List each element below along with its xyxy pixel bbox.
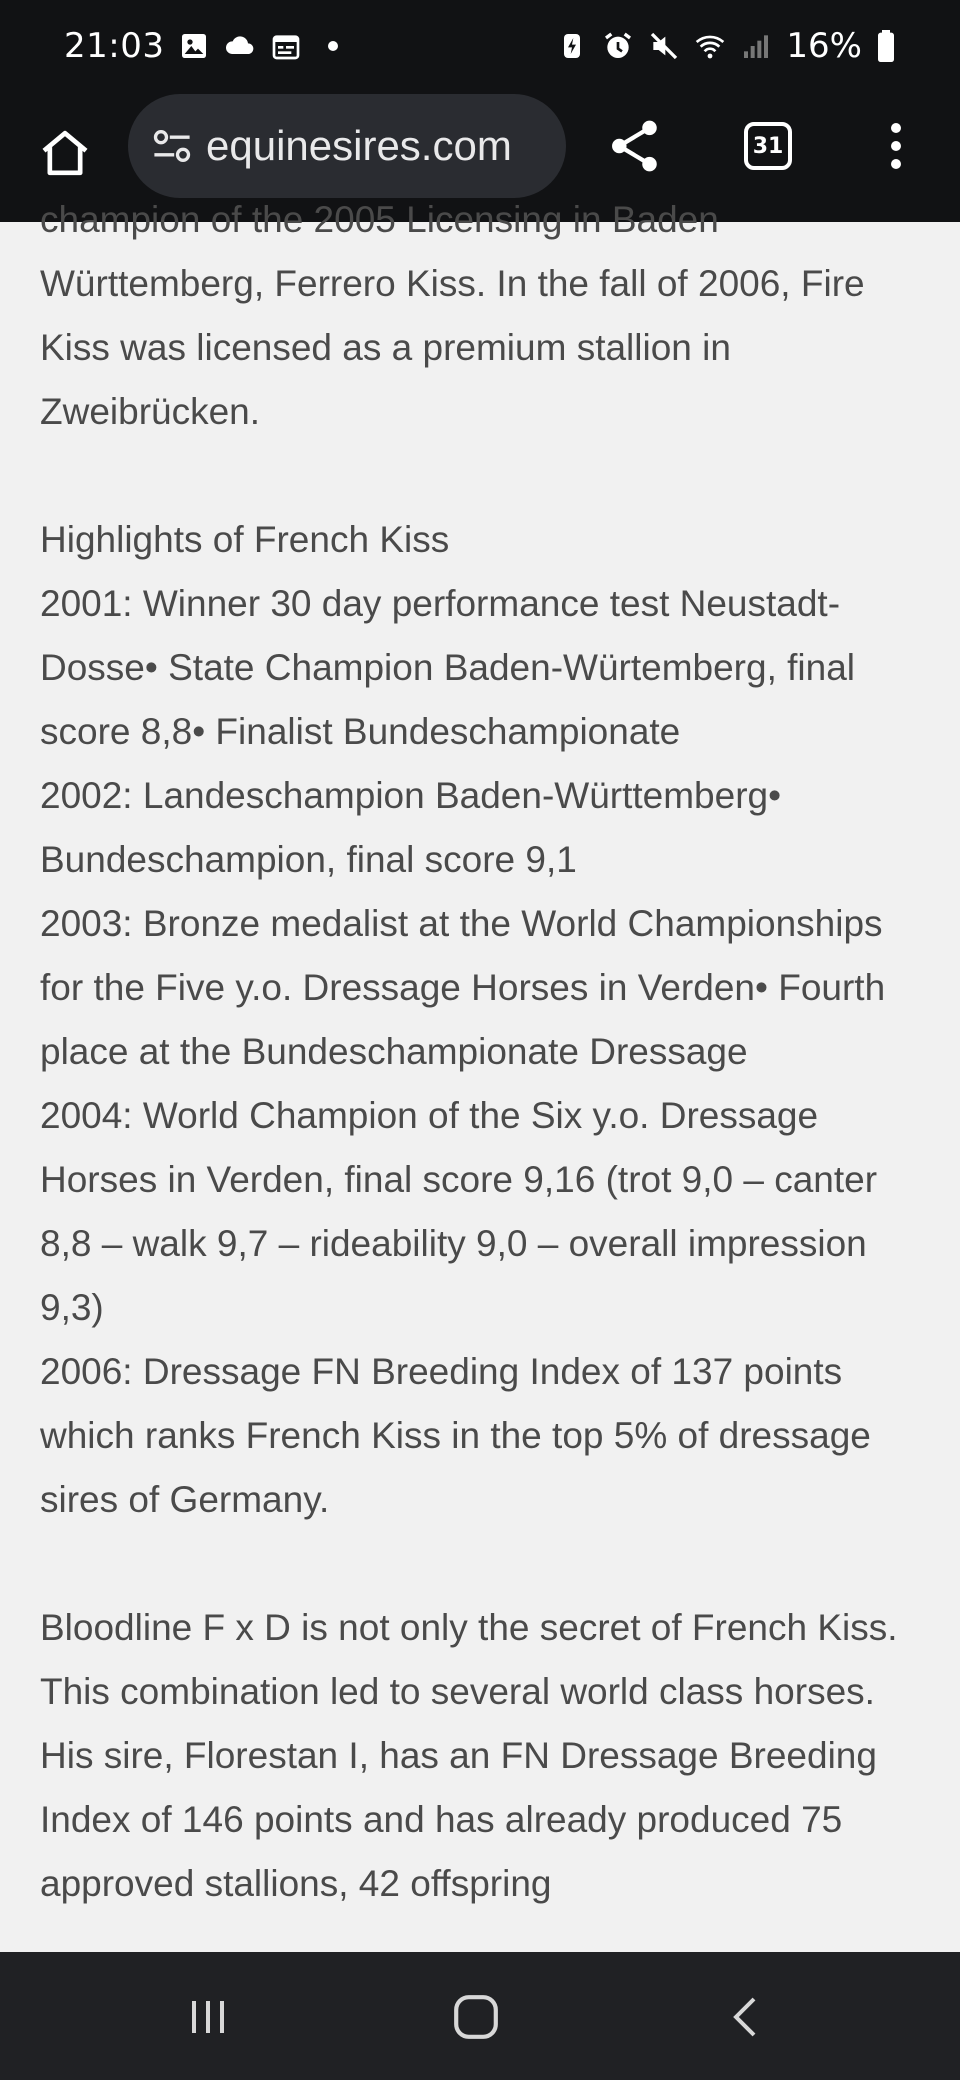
status-time: 21:03 [64,26,165,66]
home-circle-icon [451,1992,501,2042]
highlights-title: Highlights of French Kiss [40,519,450,560]
signal-icon [740,30,772,62]
intro-paragraph: Württemberg, Ferrero Kiss. In the fall of 2006, Fire Kiss was licensed as a premium stallion in Zweibrücken. [40,263,865,432]
recents-button[interactable] [168,1982,248,2052]
back-chevron-icon [722,1993,770,2041]
menu-dot [891,123,901,133]
highlight-item: 2002: Landeschampion Baden-Württemberg• Bundeschampion, final score 9,1 [40,775,782,880]
site-settings-icon[interactable] [150,124,194,168]
notification-dot [328,41,338,51]
highlight-item: 2003: Bronze medalist at the World Championships for the Five y.o. Dressage Horses in Verden• Fourth place at the Bundeschampionate Dressage [40,903,886,1072]
url-text[interactable]: equinesires.com [206,122,512,169]
highlight-item: 2001: Winner 30 day performance test Neustadt-Dosse• State Champion Baden-Würtemberg, final score 8,8• Finalist Bundeschampionate [40,583,856,752]
calendar-icon [270,30,302,62]
tab-switcher-button[interactable]: 31 [744,122,792,170]
address-bar[interactable] [128,94,566,198]
system-nav-bar [0,1952,960,2080]
recents-icon [184,1993,232,2041]
intro-cut-line: champion of the 2005 Licensing in Baden [40,199,719,240]
home-button[interactable] [30,118,100,188]
battery-icon [876,30,896,62]
highlight-item: 2006: Dressage FN Breeding Index of 137 points which ranks French Kiss in the top 5% of dressage sires of Germany. [40,1351,871,1520]
back-button[interactable] [706,1982,786,2052]
battery-percent: 16% [786,26,862,66]
cloud-icon [224,30,256,62]
status-left [64,26,338,66]
mute-icon [648,30,680,62]
more-menu-button[interactable] [876,112,916,180]
image-icon [178,30,210,62]
home-nav-button[interactable] [436,1982,516,2052]
share-button[interactable] [604,112,666,180]
home-icon [37,125,93,181]
status-bar [0,0,960,92]
bloodline-paragraph: Bloodline F x D is not only the secret of French Kiss. This combination led to several world class horses. His sire, Florestan I, has an FN Dressage Breeding Index of 146 points and has already produced 75 approved stallions, 42 offspring [40,1607,898,1904]
article-text [40,188,920,1916]
battery-saver-icon [556,30,588,62]
wifi-icon [694,30,726,62]
alarm-icon [602,30,634,62]
share-icon [606,117,664,175]
menu-dot [891,159,901,169]
menu-dot [891,141,901,151]
web-content[interactable] [0,199,960,1952]
highlight-item: 2004: World Champion of the Six y.o. Dressage Horses in Verden, final score 9,16 (trot 9,0 – canter 8,8 – walk 9,7 – rideability 9,0 – overall impression 9,3) [40,1095,878,1328]
status-right [556,26,896,66]
